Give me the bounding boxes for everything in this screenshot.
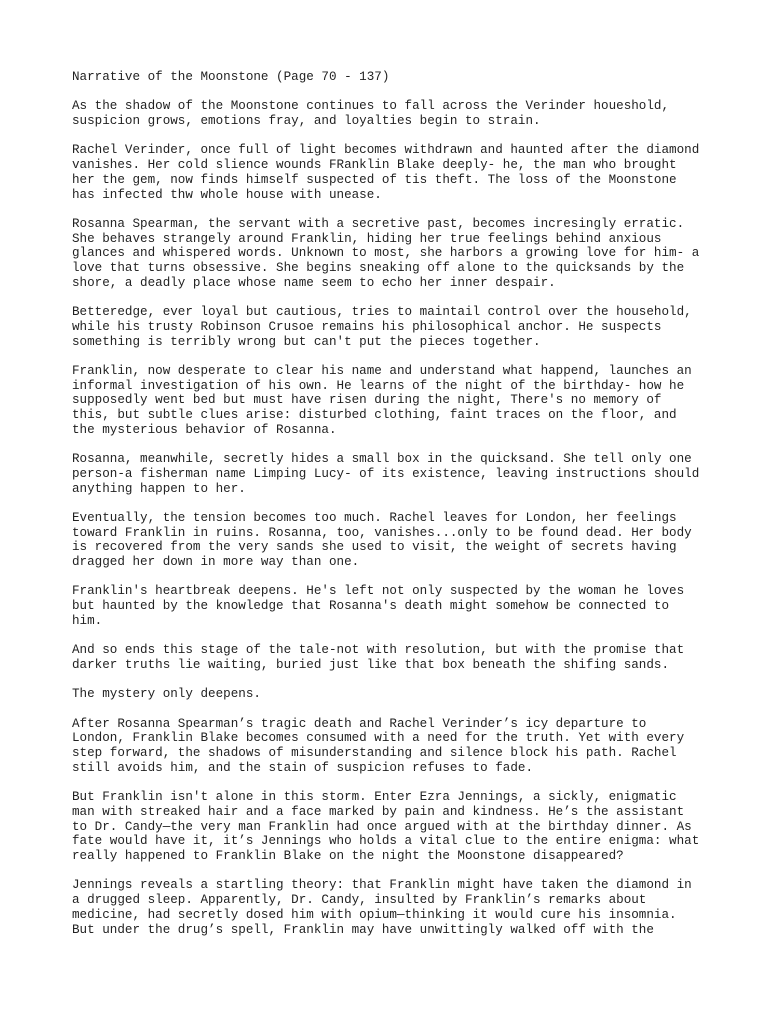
text-line: And so ends this stage of the tale-not with resolution, but with the promise that	[72, 643, 685, 658]
text-line: something is terribly wrong but can't put the pieces together.	[72, 334, 541, 349]
text-line: Franklin, now desperate to clear his name and understand what happend, launches an	[72, 363, 692, 378]
text-line: But Franklin isn't alone in this storm. Enter Ezra Jennings, a sickly, enigmatic	[72, 790, 677, 805]
text-line: But under the drug’s spell, Franklin may have unwittingly walked off with the	[72, 922, 654, 937]
text-line: supposedly went bed but must have risen during the night, There's no memory of	[72, 393, 662, 408]
text-line: Betteredge, ever loyal but cautious, tries to maintail control over the household,	[72, 305, 692, 320]
text-line: anything happen to her.	[72, 481, 246, 496]
document-title: Narrative of the Moonstone (Page 70 - 137)	[72, 70, 390, 84]
text-line: shore, a deadly place whose name seem to echo her inner despair.	[72, 275, 556, 290]
text-line: him.	[72, 613, 103, 628]
paragraph	[72, 643, 712, 672]
text-line: glances and whispered words. Unknown to most, she harbors a growing love for him- a	[72, 246, 700, 261]
text-line: person-a fisherman name Limping Lucy- of its existence, leaving instructions should	[72, 466, 700, 481]
text-line: love that turns obsessive. She begins sneaking off alone to the quicksands by the	[72, 261, 685, 276]
text-line: the mysterious behavior of Rosanna.	[72, 422, 337, 437]
text-line: darker truths lie waiting, buried just like that box beneath the shifing sands.	[72, 657, 670, 672]
text-line: while his trusty Robinson Crusoe remains his philosophical anchor. He suspects	[72, 319, 662, 334]
text-line: Rosanna Spearman, the servant with a secretive past, becomes incresingly erratic.	[72, 216, 685, 231]
text-line: medicine, had secretly dosed him with opium—thinking it would cure his insomnia.	[72, 907, 677, 922]
paragraph	[72, 143, 712, 202]
text-line: suspicion grows, emotions fray, and loyalties begin to strain.	[72, 114, 541, 129]
paragraph	[72, 99, 712, 128]
text-line: fate would have it, it’s Jennings who holds a vital clue to the entire enigma: what	[72, 834, 700, 849]
text-line: is recovered from the very sands she used to visit, the weight of secrets having	[72, 540, 677, 555]
text-line: has infected thw whole house with unease.	[72, 187, 382, 202]
text-line: a drugged sleep. Apparently, Dr. Candy, insulted by Franklin’s remarks about	[72, 893, 647, 908]
paragraph	[72, 687, 712, 702]
text-line: but haunted by the knowledge that Rosanna's death might somehow be connected to	[72, 599, 670, 614]
text-line: man with streaked hair and a face marked by pain and kindness. He’s the assistant	[72, 804, 685, 819]
text-line: her the gem, now finds himself suspected of tis theft. The loss of the Moonstone	[72, 172, 677, 187]
document-body	[72, 99, 712, 937]
text-line: Franklin's heartbreak deepens. He's left not only suspected by the woman he loves	[72, 584, 685, 599]
paragraph	[72, 878, 712, 937]
paragraph	[72, 364, 712, 438]
text-line: dragged her down in more way than one.	[72, 555, 360, 570]
text-line: vanishes. Her cold slience wounds FRanklin Blake deeply- he, the man who brought	[72, 158, 677, 173]
text-line: As the shadow of the Moonstone continues to fall across the Verinder houeshold,	[72, 99, 670, 114]
text-line: Rachel Verinder, once full of light becomes withdrawn and haunted after the diamond	[72, 143, 700, 158]
text-line: After Rosanna Spearman’s tragic death and Rachel Verinder’s icy departure to	[72, 716, 647, 731]
paragraph	[72, 511, 712, 570]
text-line: still avoids him, and the stain of suspicion refuses to fade.	[72, 760, 534, 775]
text-line: informal investigation of his own. He learns of the night of the birthday- how he	[72, 378, 685, 393]
document-page	[72, 70, 712, 952]
text-line: Eventually, the tension becomes too much. Rachel leaves for London, her feelings	[72, 510, 677, 525]
text-line: She behaves strangely around Franklin, hiding her true feelings behind anxious	[72, 231, 662, 246]
text-line: Jennings reveals a startling theory: that Franklin might have taken the diamond in	[72, 878, 692, 893]
text-line: London, Franklin Blake becomes consumed with a need for the truth. Yet with every	[72, 731, 685, 746]
paragraph	[72, 790, 712, 864]
text-line: really happened to Franklin Blake on the night the Moonstone disappeared?	[72, 849, 624, 864]
paragraph	[72, 305, 712, 349]
text-line: to Dr. Candy—the very man Franklin had once argued with at the birthday dinner. As	[72, 819, 692, 834]
text-line: Rosanna, meanwhile, secretly hides a small box in the quicksand. She tell only one	[72, 452, 692, 467]
text-line: this, but subtle clues arise: disturbed clothing, faint traces on the floor, and	[72, 408, 677, 423]
paragraph	[72, 452, 712, 496]
text-line: The mystery only deepens.	[72, 687, 261, 702]
text-line: toward Franklin in ruins. Rosanna, too, vanishes...only to be found dead. Her body	[72, 525, 692, 540]
text-line: step forward, the shadows of misunderstanding and silence block his path. Rachel	[72, 746, 677, 761]
paragraph	[72, 584, 712, 628]
paragraph	[72, 717, 712, 776]
paragraph	[72, 217, 712, 291]
